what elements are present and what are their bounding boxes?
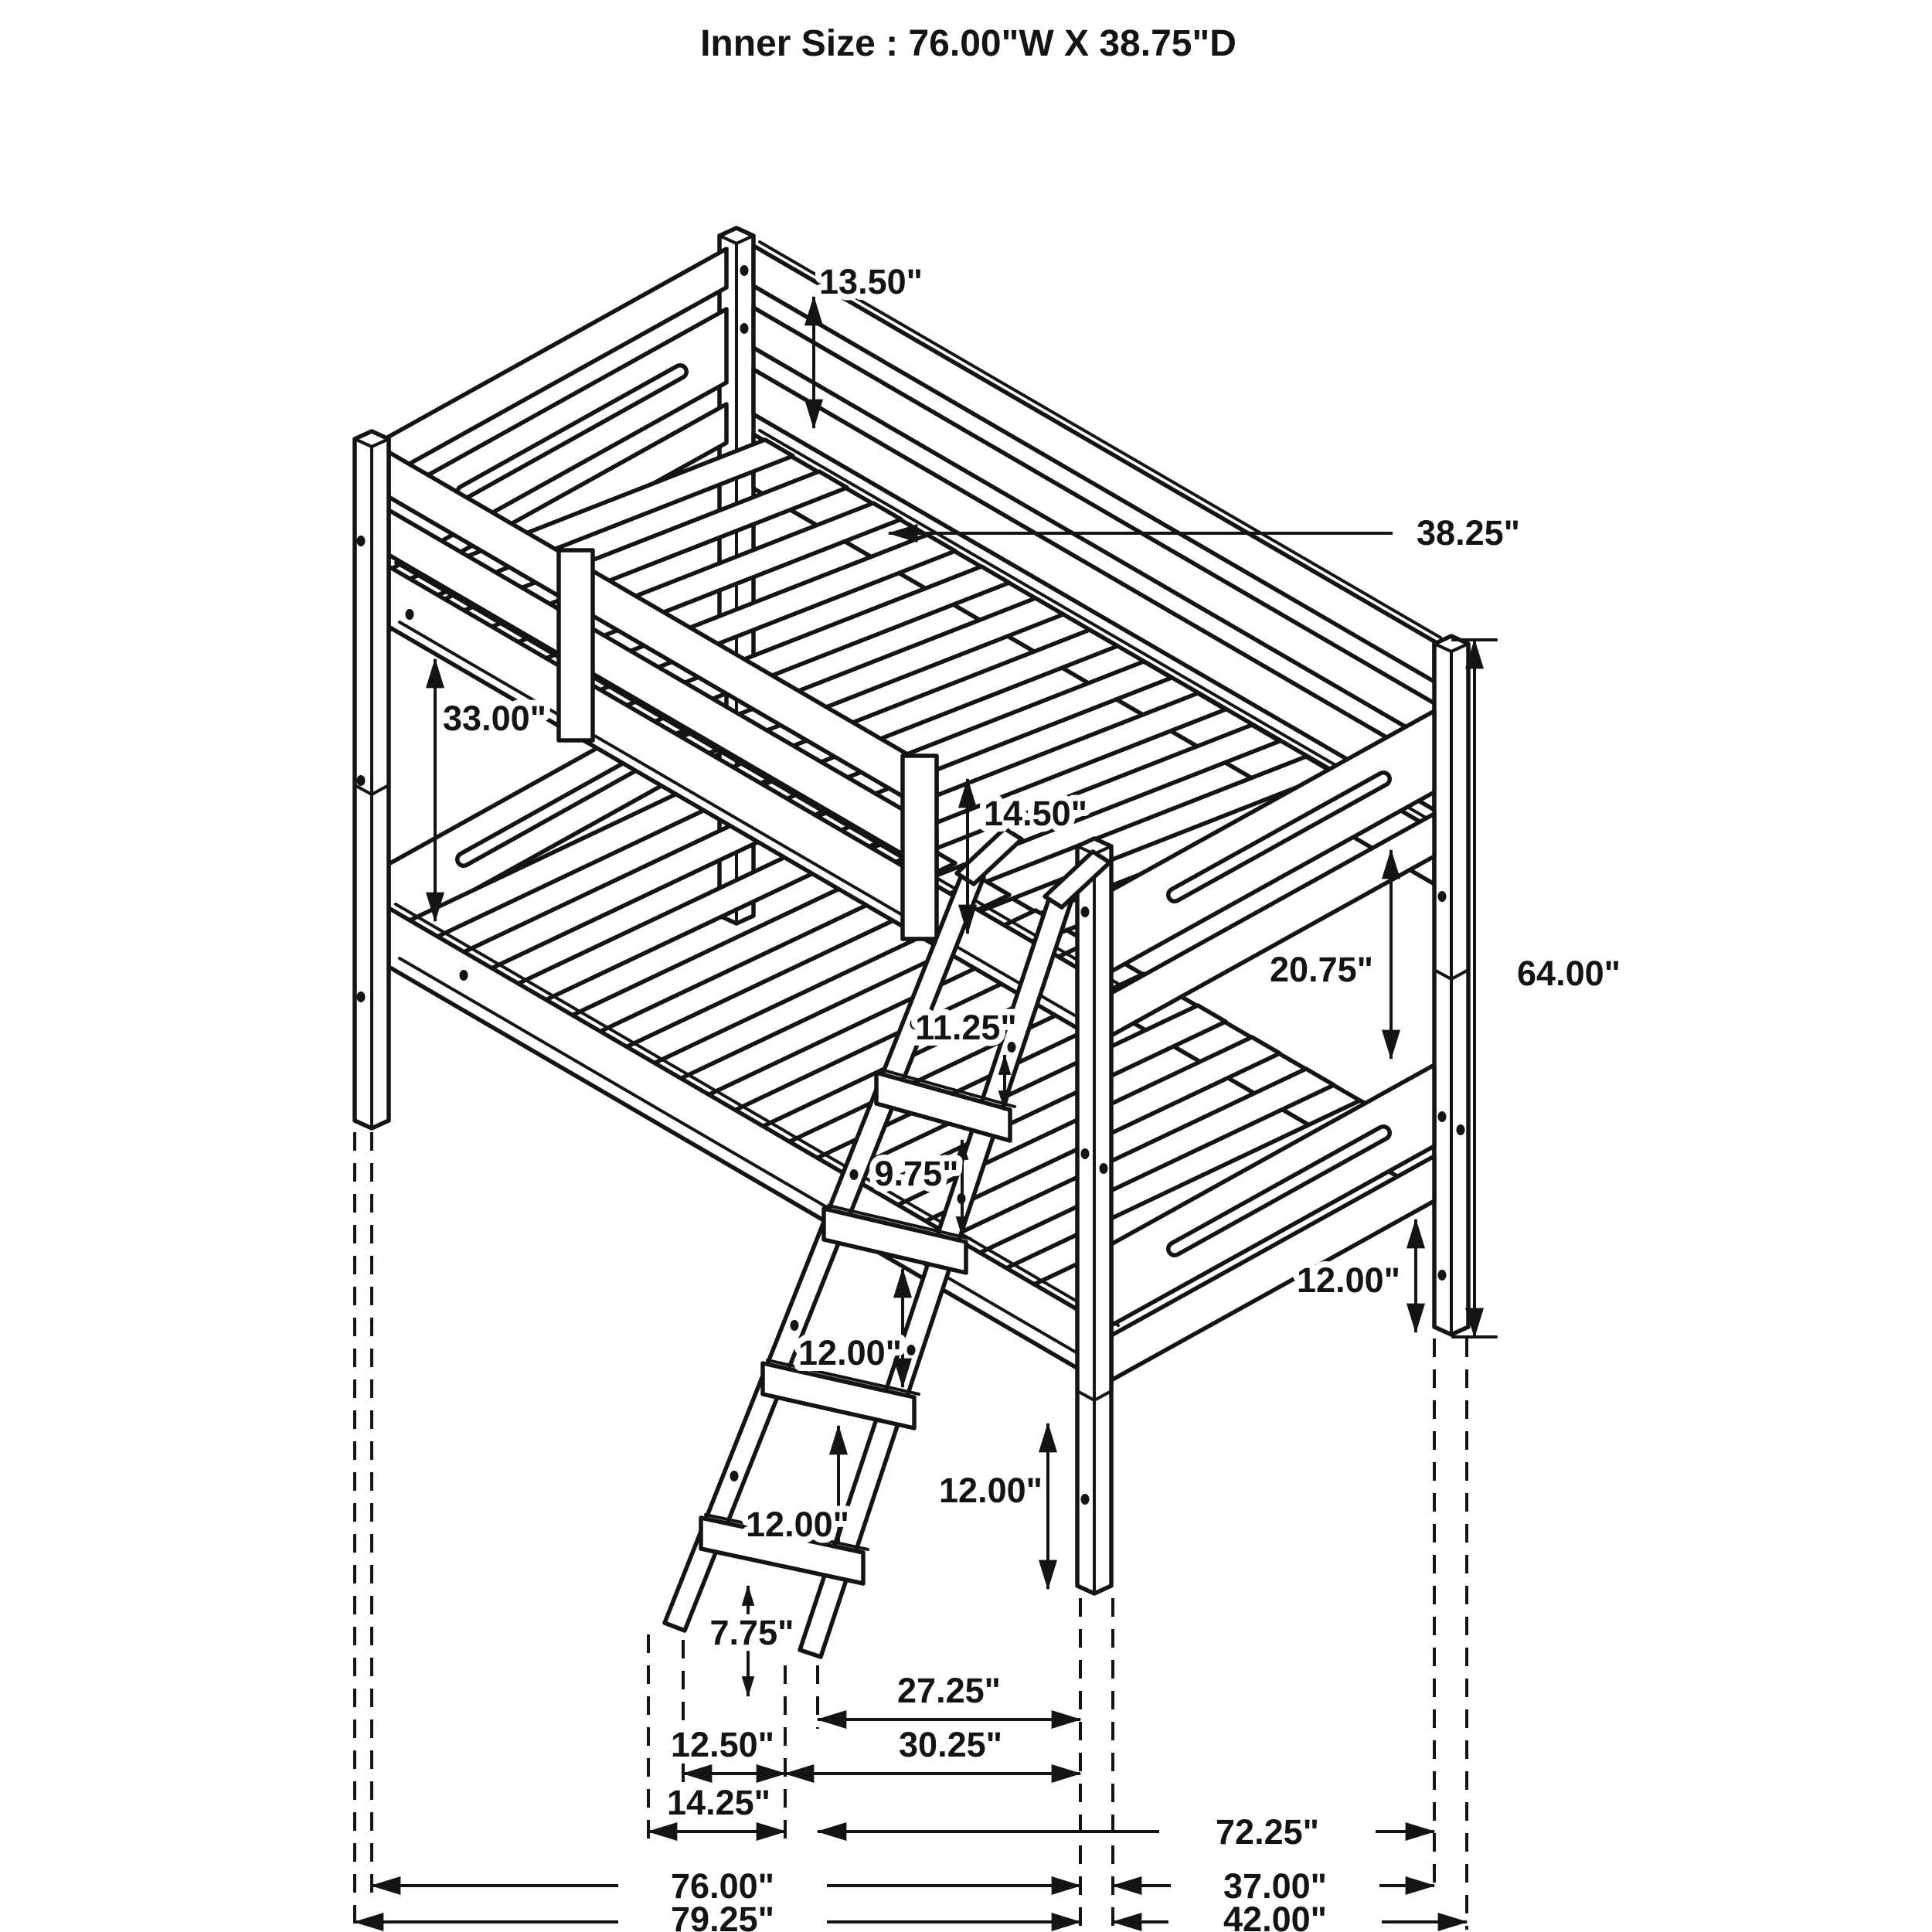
dim-label-ladder-width: 12.50" [671,1725,774,1764]
dim-label-ladder-foot-span: 30.25" [899,1725,1002,1764]
bunk-bed-drawing [355,228,1468,1657]
dim-label-overall-height: 64.00" [1517,954,1621,993]
dim-label-slat-length: 38.25" [1417,513,1520,553]
dim-label-step1-to-step2: 9.75" [874,1154,959,1193]
dim-label-foot-inner-width: 37.00" [1223,1866,1327,1906]
dim-label-inner-length: 72.25" [1216,1812,1319,1852]
dim-label-upper-footboard-height: 20.75" [1270,950,1373,989]
page-title: Inner Size : 76.00"W X 38.75"D [700,23,1236,64]
dim-label-slat-span-length: 76.00" [671,1866,774,1906]
dim-label-upper-backrest-height: 13.50" [819,262,923,301]
dim-label-ladder-foot-to-post: 27.25" [897,1671,1001,1710]
dim-label-step4-to-floor: 7.75" [709,1613,794,1652]
dim-label-step3-to-step4: 12.00" [746,1505,849,1544]
dim-label-step2-to-step3: 12.00" [798,1333,902,1372]
dim-label-overall-length: 79.25" [671,1900,774,1932]
dim-label-rear-post-clearance: 12.00" [1297,1260,1400,1300]
dim-label-bunk-to-guard-height: 33.00" [443,699,546,738]
foot-back-post [1434,636,1468,1335]
foot-front-post [1077,838,1111,1594]
dim-label-post-to-ladder: 14.25" [667,1783,770,1822]
guard-mid-post [559,550,593,740]
dim-label-overall-width: 42.00" [1223,1900,1327,1932]
dim-label-rail-to-step1: 11.25" [915,1008,1017,1047]
guard-end-post [903,756,937,939]
dim-label-guard-rail-height: 14.50" [984,794,1087,833]
dim-label-front-post-clearance: 12.00" [939,1471,1043,1510]
